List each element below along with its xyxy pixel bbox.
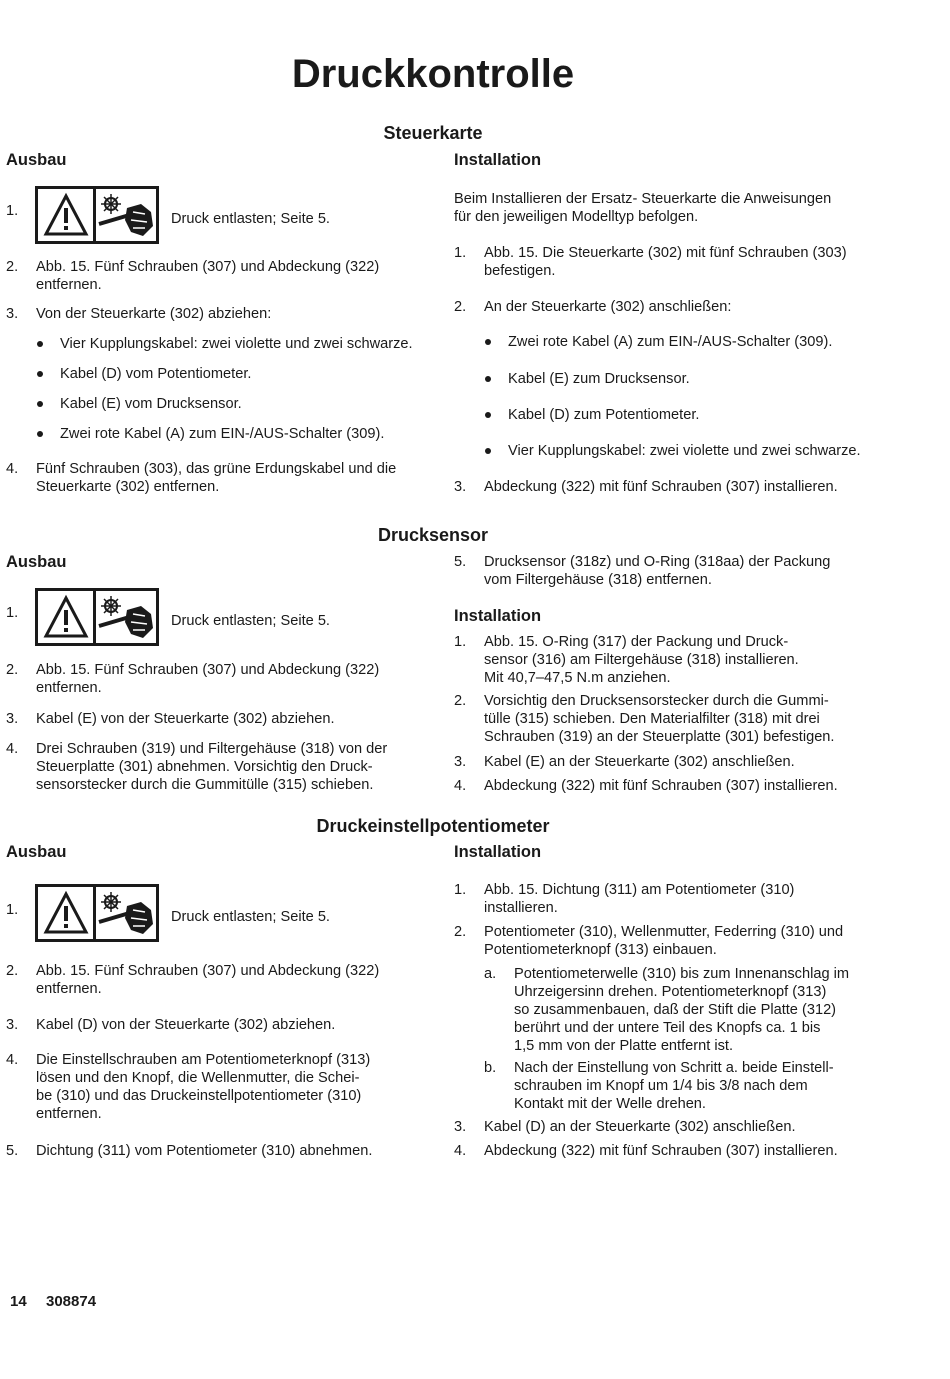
hand-spray-injection-icon [97, 592, 157, 642]
bullet-text: Kabel (E) zum Drucksensor. [508, 371, 690, 387]
step-number: 4. [6, 1052, 19, 1068]
step-text: Abdeckung (322) mit fünf Schrauben (307) installieren. [484, 479, 838, 495]
step-number: 2. [454, 924, 467, 940]
step-number: 1. [454, 882, 467, 898]
step-text: Von der Steuerkarte (302) abziehen: [36, 306, 272, 322]
page-number: 14 [10, 1293, 27, 1310]
bullet-text: Kabel (D) vom Potentiometer. [60, 366, 252, 382]
step-text: Abdeckung (322) mit fünf Schrauben (307) installieren. [484, 1143, 838, 1159]
substep-letter: b. [484, 1060, 497, 1076]
installation-heading: Installation [454, 607, 542, 625]
step-text: Kabel (E) an der Steuerkarte (302) anschließen. [484, 754, 795, 770]
warning-symbol-box [35, 588, 159, 646]
ausbau-heading: Ausbau [6, 553, 67, 571]
hand-spray-injection-icon [97, 888, 157, 938]
step-number: 2. [6, 963, 19, 979]
document-number: 308874 [46, 1293, 97, 1310]
step-text: Vorsichtig den Drucksensorstecker durch die Gummi- tülle (315) schieben. Den Materialfilter (318) mit drei Schrauben (319) an der Steuerplatte (301) befestigen. [484, 693, 835, 745]
step-text: Die Einstellschrauben am Potentiometerknopf (313) lösen und den Knopf, die Wellenmutter, die Schei- be (310) und das Druckeinstellpotentiometer (310) entfernen. [36, 1052, 371, 1122]
step-text: Fünf Schrauben (303), das grüne Erdungskabel und die Steuerkarte (302) entfernen. [36, 461, 397, 495]
step-number: 3. [6, 1017, 19, 1033]
substep-text: Potentiometerwelle (310) bis zum Innenanschlag im Uhrzeigersinn drehen. Potentiometerknopf (313) so zusammenbauen, daß der Stift die Platte (312) berührt und der untere Teil des Knopfs ca. 1 bis 1,5 mm von der Platte entfernt ist. [514, 966, 850, 1054]
substep-letter: a. [484, 966, 497, 982]
section-heading-steuerkarte: Steuerkarte [383, 123, 483, 143]
step-number: 1. [6, 605, 19, 621]
page-title: Druckkontrolle [291, 52, 575, 96]
warning-triangle-icon [41, 190, 91, 240]
step-number: 1. [6, 902, 19, 918]
bullet [485, 412, 491, 418]
section-heading-potentiometer: Druckeinstellpotentiometer [316, 816, 550, 836]
step-number: 1. [454, 245, 467, 261]
step-text: Kabel (E) von der Steuerkarte (302) abziehen. [36, 711, 335, 727]
bullet-text: Kabel (E) vom Drucksensor. [60, 396, 242, 412]
step-number: 2. [454, 299, 467, 315]
hand-spray-injection-icon [97, 190, 157, 240]
step-number: 4. [454, 778, 467, 794]
step-number: 5. [454, 554, 467, 570]
step-number: 2. [454, 693, 467, 709]
step-number: 1. [454, 634, 467, 650]
step-text: Druck entlasten; Seite 5. [171, 909, 330, 925]
step-number: 2. [6, 259, 19, 275]
step-text: Abb. 15. Die Steuerkarte (302) mit fünf Schrauben (303) befestigen. [484, 245, 847, 279]
bullet-text: Vier Kupplungskabel: zwei violette und zwei schwarze. [60, 336, 413, 352]
step-text: Abdeckung (322) mit fünf Schrauben (307) installieren. [484, 778, 838, 794]
step-text: Kabel (D) von der Steuerkarte (302) abziehen. [36, 1017, 336, 1033]
ausbau-heading: Ausbau [6, 151, 67, 169]
warning-triangle-icon [41, 888, 91, 938]
step-number: 4. [6, 461, 19, 477]
bullet [37, 431, 43, 437]
step-number: 4. [6, 741, 19, 757]
step-number: 2. [6, 662, 19, 678]
bullet-text: Vier Kupplungskabel: zwei violette und zwei schwarze. [508, 443, 861, 459]
bullet-text: Kabel (D) zum Potentiometer. [508, 407, 700, 423]
step-text: Druck entlasten; Seite 5. [171, 211, 330, 227]
substep-text: Nach der Einstellung von Schritt a. beide Einstell- schrauben im Knopf um 1/4 bis 3/8 nach dem Kontakt mit der Welle drehen. [514, 1060, 834, 1112]
installation-heading: Installation [454, 151, 542, 169]
step-number: 4. [454, 1143, 467, 1159]
step-number: 1. [6, 203, 19, 219]
step-text: Abb. 15. Dichtung (311) am Potentiometer (310) installieren. [484, 882, 795, 916]
bullet [485, 448, 491, 454]
ausbau-heading: Ausbau [6, 843, 67, 861]
bullet [485, 339, 491, 345]
step-text: Abb. 15. Fünf Schrauben (307) und Abdeckung (322) entfernen. [36, 662, 380, 696]
intro-text: Beim Installieren der Ersatz- Steuerkarte die Anweisungen für den jeweiligen Modelltyp befolgen. [454, 191, 832, 225]
step-number: 3. [454, 479, 467, 495]
warning-triangle-icon [41, 592, 91, 642]
step-text: Potentiometer (310), Wellenmutter, Federring (310) und Potentiometerknopf (313) einbauen. [484, 924, 844, 958]
step-text: Abb. 15. Fünf Schrauben (307) und Abdeckung (322) entfernen. [36, 259, 380, 293]
bullet [37, 401, 43, 407]
bullet [37, 341, 43, 347]
step-text: Abb. 15. O-Ring (317) der Packung und Druck- sensor (316) am Filtergehäuse (318) installieren. Mit 40,7–47,5 N.m anziehen. [484, 634, 799, 686]
step-number: 5. [6, 1143, 19, 1159]
warning-symbol-box [35, 186, 159, 244]
step-text: Drei Schrauben (319) und Filtergehäuse (318) von der Steuerplatte (301) abnehmen. Vorsichtig den Druck- sensorstecker durch die Gummitülle (315) schieben. [36, 741, 388, 793]
warning-symbol-box [35, 884, 159, 942]
step-number: 3. [454, 1119, 467, 1135]
step-text: Druck entlasten; Seite 5. [171, 613, 330, 629]
step-text: An der Steuerkarte (302) anschließen: [484, 299, 732, 315]
step-text: Abb. 15. Fünf Schrauben (307) und Abdeckung (322) entfernen. [36, 963, 380, 997]
step-number: 3. [6, 711, 19, 727]
step-text: Dichtung (311) vom Potentiometer (310) abnehmen. [36, 1143, 373, 1159]
bullet [485, 376, 491, 382]
step-number: 3. [454, 754, 467, 770]
bullet [37, 371, 43, 377]
installation-heading: Installation [454, 843, 542, 861]
bullet-text: Zwei rote Kabel (A) zum EIN-/AUS-Schalter (309). [508, 334, 833, 350]
step-text: Drucksensor (318z) und O-Ring (318aa) der Packung vom Filtergehäuse (318) entfernen. [484, 554, 831, 588]
step-number: 3. [6, 306, 19, 322]
section-heading-drucksensor: Drucksensor [377, 525, 489, 545]
bullet-text: Zwei rote Kabel (A) zum EIN-/AUS-Schalter (309). [60, 426, 385, 442]
step-text: Kabel (D) an der Steuerkarte (302) anschließen. [484, 1119, 796, 1135]
